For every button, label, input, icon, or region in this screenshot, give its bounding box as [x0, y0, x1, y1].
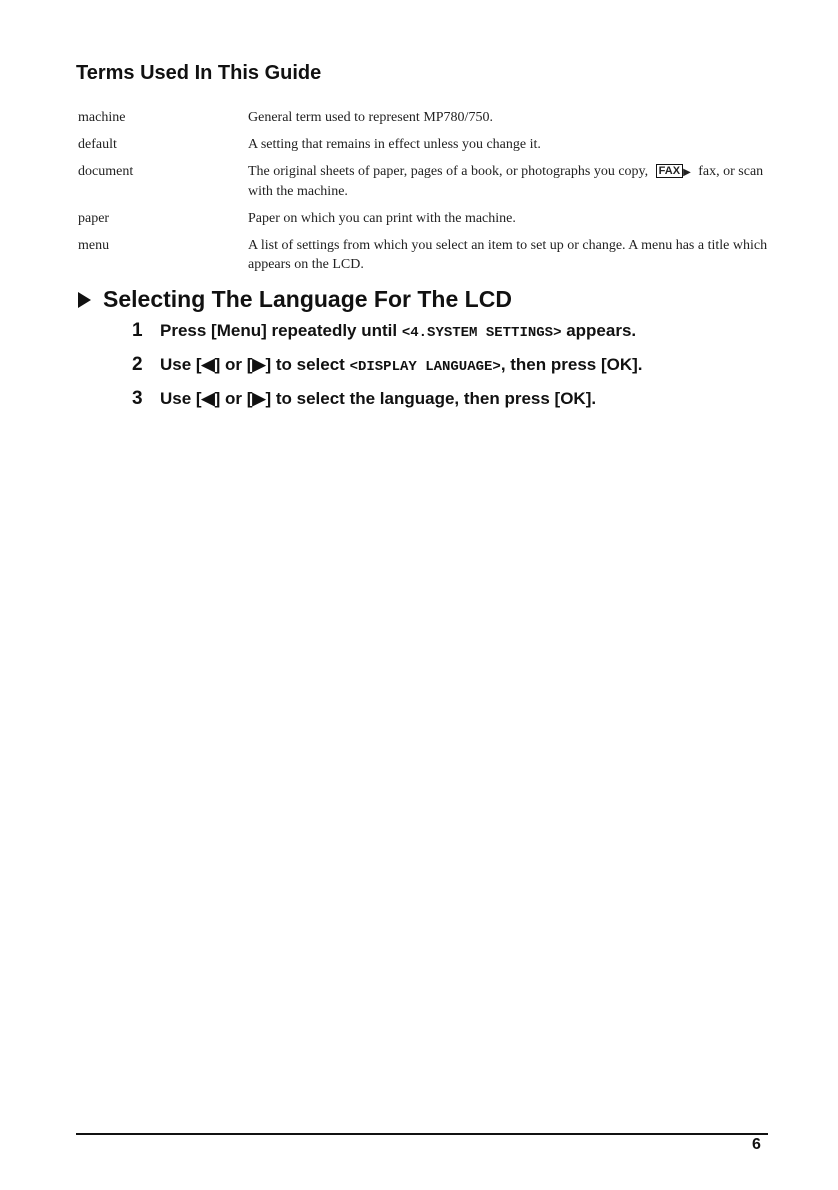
step-text [160, 354, 643, 378]
term-name: document [78, 164, 134, 179]
step-number: 2 [132, 354, 143, 375]
step-item [132, 320, 643, 344]
step-number: 3 [132, 388, 143, 409]
term-name: paper [78, 211, 110, 226]
term-name: menu [78, 238, 110, 253]
term-row [78, 108, 768, 127]
page-number: 6 [752, 1136, 761, 1153]
lcd-menu-code: <4.SYSTEM SETTINGS> [401, 325, 562, 341]
language-section-title-text: Selecting The Language For The LCD [103, 286, 512, 312]
term-row [78, 236, 768, 274]
term-definition: A list of settings from which you select an item to set up or change. A menu has a title which appears on the LCD. [248, 238, 768, 272]
term-row [78, 209, 768, 228]
step-text-part: Use [◀] or [▶] to select [160, 355, 350, 374]
step-text-part: appears. [561, 321, 637, 340]
step-text-part: Use [◀] or [▶] to select the language, then press [OK]. [160, 389, 597, 408]
step-text [160, 320, 636, 344]
term-definition-part: The original sheets of paper, pages of a book, or photographs you copy, [248, 164, 649, 179]
term-definition: General term used to represent MP780/750. [248, 110, 493, 125]
steps-list [132, 320, 643, 420]
term-row [78, 162, 768, 201]
step-number: 1 [132, 320, 143, 341]
term-definition-part: fax, or scan with the machine. [248, 164, 764, 199]
step-text-part: , then press [OK]. [500, 355, 643, 374]
term-row [78, 135, 768, 154]
term-definition: A setting that remains in effect unless you change it. [248, 137, 541, 152]
lcd-menu-code: <DISPLAY LANGUAGE> [349, 359, 501, 375]
fax-icon: FAX [656, 164, 683, 178]
step-item [132, 388, 643, 410]
term-name: default [78, 137, 117, 152]
terms-list [78, 108, 768, 282]
term-definition: Paper on which you can print with the machine. [248, 211, 516, 226]
triangle-bullet-icon [78, 292, 91, 308]
term-name: machine [78, 110, 126, 125]
footer-divider [76, 1133, 768, 1135]
fax-arrow-icon: ▶ [683, 167, 691, 178]
step-item [132, 354, 643, 378]
term-definition [248, 162, 768, 201]
step-text [160, 388, 596, 410]
language-section-title [78, 286, 512, 313]
step-text-part: Press [Menu] repeatedly until [160, 321, 402, 340]
terms-section-title: Terms Used In This Guide [76, 62, 322, 84]
